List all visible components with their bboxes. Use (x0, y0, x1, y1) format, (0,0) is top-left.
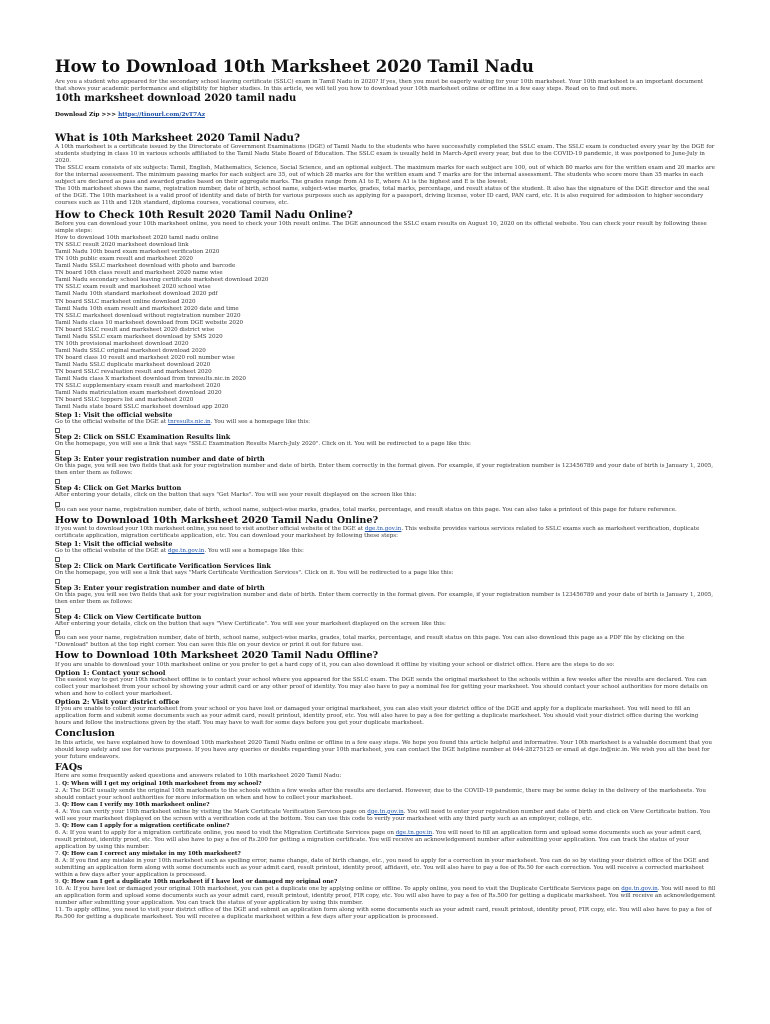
step-paragraph: You can see your name, registration number, date of birth, school name, subject-wise marks, grades, total marks, percentage, and result status on this page. You can also take a printout of this page for future reference. (55, 506, 677, 513)
list-item: TN 10th public exam result and marksheet 2020 (55, 256, 193, 263)
step-heading: Step 4: Click on Get Marks button (55, 484, 182, 493)
list-item: Tamil Nadu secondary school leaving certificate marksheet download 2020 (55, 277, 269, 284)
list-item: Tamil Nadu 10th board exam marksheet verification 2020 (55, 249, 220, 256)
list-item: TN 10th provisional marksheet download 2020 (55, 340, 189, 347)
list-item: Tamil Nadu class X marksheet download from tnresults.nic.in 2020 (55, 376, 246, 383)
step-paragraph: After entering your details, click on the button that says "View Certificate". You will see your marksheet displayed on the screen like this: (55, 621, 446, 628)
list-item: Tamil Nadu class 10 marksheet download from DGE website 2020 (55, 319, 244, 326)
faq-question: 1. Q: When will I get my original 10th marksheet from my school? (55, 780, 262, 787)
faq-question: 3. Q: How can I verify my 10th marksheet online? (55, 801, 210, 808)
step-heading: Step 1: Visit the official website (55, 411, 173, 420)
faq-answer: 11. To apply offline, you need to visit your district office of the DGE and submit an application form along with some documents such as your admit card, result printout, identity proof, FIR copy, etc. You will also have to pay a fee of Rs.500 for getting a duplicate marksheet. You will receive a duplicate marksheet within a few days after your application is processed. (55, 907, 712, 921)
step-paragraph: On the homepage, you will see a link that says "Mark Certificate Verification Services". Click on it. You will be redirected to a page like this: (55, 570, 454, 577)
faq-answer: 6. A: If you want to apply for a migration certificate online, you need to visit the Migration Certificate Services page on dge.tn.gov.in. You will need to fill an application form and upload some documents such as your admit card, result printout, identity proof, etc. You will also have to pay a fee of Rs.200 for getting a migration certificate. You will receive an acknowledgement number after submitting your application. You can track the status of your application by using this number. (55, 829, 702, 850)
faq-question: 7. Q: How can I correct any mistake in my 10th marksheet? (55, 850, 241, 857)
broken-image-icon (55, 502, 60, 507)
option-paragraph: The easiest way to get your 10th marksheet offline is to contact your school where you appeared for the SSLC exam. The DGE sends the original marksheet to the schools within a few weeks after the results are declared. You can collect your marksheet from your school by showing your admit card or any other proof of identity. You may also have to pay a nominal fee for getting your marksheet. You should contact your school authorities for more details on when and how to collect your marksheet. (55, 677, 708, 698)
offline-paragraph-1: If you are unable to download your 10th marksheet online or you prefer to get a hard copy of it, you can also download it offline by visiting your school or district office. Here are the steps to do so: (55, 661, 615, 668)
dge-website-link[interactable]: dge.tn.gov.in (367, 808, 404, 815)
dge-website-link[interactable]: dge.tn.gov.in (621, 886, 658, 893)
faqs-intro: Here are some frequently asked questions and answers related to 10th marksheet 2020 Tamil Nadu: (55, 773, 342, 780)
step-paragraph: Go to the official website of the DGE at tnresults.nic.in. You will see a homepage like this: (55, 419, 311, 426)
faq-answer: 4. A: You can verify your 10th marksheet online by visiting the Mark Certificate Verification Services page on dge.tn.gov.in. You will need to enter your registration number and date of birth and click on View Certificate button. You will see your marksheet displayed on the screen with a verification code at the bottom. You can use this code to verify your marksheet with any third party such as an employer, college, etc. (55, 808, 711, 822)
faq-answer: 10. A: If you have lost or damaged your original 10th marksheet, you can get a duplicate one by applying online or offline. To apply online, you need to visit the Duplicate Certificate Services page on dge.tn.gov.in. You will need to fill an application form and upload some documents such as your admit card, result printout, identity proof, FIR copy, etc. You will also have to pay a fee of Rs.500 for getting a duplicate marksheet. You will receive an acknowledgement number after submitting your application. You can track the status of your application by using this number. (55, 886, 716, 907)
dge-website-link[interactable]: dge.tn.gov.in (395, 829, 433, 836)
step-heading: Step 3: Enter your registration number and date of birth (55, 455, 265, 464)
step-heading: Step 3: Enter your registration number and date of birth (55, 584, 265, 593)
section-heading-online: How to Download 10th Marksheet 2020 Tamil Nadu Online? (55, 514, 379, 526)
what-paragraph-1: A 10th marksheet is a certificate issued by the Directorate of Government Examinations (DGE) of Tamil Nadu to the students who have successfully completed the SSLC exam. The SSLC exam is conducted every year by the DGE for students studying in class 10 in various schools affiliated to the Tamil Nadu State Board of Education. The SSLC exam is usually held in March-April every year, but due to the COVID-19 pandemic, it was postponed to June-July in 2020. (55, 144, 715, 165)
dge-website-link[interactable]: dge.tn.gov.in (364, 526, 402, 533)
step-heading: Step 2: Click on SSLC Examination Results link (55, 433, 231, 442)
step-paragraph: You can see your name, registration number, date of birth, school name, subject-wise marks, grades, total marks, percentage, and result status on this page. You can also download this page as a PDF file by clicking on the "Download" button at the top right corner. You can save this file on your device or print it out for future use. (55, 635, 685, 649)
check-paragraph-1: Before you can download your 10th marksheet online, you need to check your 10th result online. The DGE announced the SSLC exam results on August 10, 2020 on its official website. You can check your result by following these simple steps: (55, 221, 707, 235)
list-item: Tamil Nadu matriculation exam marksheet download 2020 (55, 390, 222, 397)
list-item: TN board SSLC toppers list and marksheet 2020 (55, 397, 194, 404)
list-item: TN board SSLC result and marksheet 2020 district wise (55, 326, 215, 333)
step-paragraph: After entering your details, click on the button that says "Get Marks". You will see your result displayed on the screen like this: (55, 492, 417, 499)
step-paragraph: On the homepage, you will see a link that says "SSLC Examination Results March-July 2020". Click on it. You will be redirected to a page like this: (55, 441, 471, 448)
list-item: TN board SSLC marksheet online download 2020 (55, 298, 196, 305)
list-item: Tamil Nadu 10th standard marksheet download 2020 pdf (55, 291, 218, 298)
list-item: TN SSLC supplementary exam result and marksheet 2020 (55, 383, 221, 390)
option-heading: Option 2: Visit your district office (55, 698, 180, 707)
option-paragraph: If you are unable to collect your marksheet from your school or you have lost or damaged your original marksheet, you can also visit your district office of the DGE and apply for a duplicate marksheet. You will need to fill an application form and submit some documents such as your admit card, result printout, identity proof, etc. You will also have to pay a fee for getting a duplicate marksheet. You should visit your district office during the working hours and follow the instructions given by the staff. You may have to wait for some days before you get your duplicate marksheet. (55, 706, 699, 727)
list-item: Tamil Nadu SSLC marksheet download with photo and barcode (55, 263, 236, 270)
download-label: Download Zip >>> (55, 111, 119, 118)
download-line (55, 111, 716, 120)
list-item: Tamil Nadu state board SSLC marksheet download app 2020 (55, 404, 229, 411)
what-paragraph-2: The SSLC exam consists of six subjects: Tamil, English, Mathematics, Science, Social Science, and an optional subject. The maximum marks for each subject are 100, out of which 80 marks are for the written exam and 20 marks are for the internal assessment. The minimum passing marks for each subject are 35, out of which 28 marks are for the written exam and 7 marks are for the internal assessment. The students who score more than 35 marks in each subject are declared as pass and awarded grades based on their aggregate marks. The grades range from A1 to E, where A1 is the highest and E is the lowest. (55, 165, 715, 186)
step-heading: Step 1: Visit the official website (55, 540, 173, 549)
section-heading-conclusion: Conclusion (55, 728, 115, 740)
faq-question: 9. Q: How can I get a duplicate 10th marksheet if I have lost or damaged my original one? (55, 879, 338, 886)
step-heading: Step 2: Click on Mark Certificate Verification Services link (55, 562, 272, 571)
section-heading-check: How to Check 10th Result 2020 Tamil Nadu Online? (55, 208, 353, 221)
list-item: Tamil Nadu SSLC duplicate marksheet download 2020 (55, 361, 211, 368)
faq-answer: 8. A: If you find any mistake in your 10th marksheet such as spelling error, name change, date of birth change, etc., you need to apply for a correction in your marksheet. You can do so by visiting your district office of the DGE and submitting an application form along with some documents such as your admit card, result printout, identity proof, affidavit, etc. You will also have to pay a fee of Rs.50 for each correction. You will receive a corrected marksheet within a few days after your application is processed. (55, 858, 709, 879)
list-item: TN board class 10 result and marksheet 2020 roll number wise (55, 354, 235, 361)
list-item: TN SSLC marksheet download without registration number 2020 (55, 312, 241, 319)
conclusion-paragraph: In this article, we have explained how to download 10th marksheet 2020 Tamil Nadu online or offline in a few easy steps. We hope you found this article helpful and informative. Your 10th marksheet is a valuable document that you should keep safely and use for various purposes. If you have any queries or doubts regarding your 10th marksheet, you can contact the DGE helpline number at 044-28275125 or email at dge.tn@nic.in. We wish you all the best for your future endeavors. (55, 739, 712, 760)
section-heading-what: What is 10th Marksheet 2020 Tamil Nadu? (55, 131, 300, 144)
step-paragraph: On this page, you will see two fields that ask for your registration number and date of birth. Enter them correctly in the format given. For example, if your registration number is 123456789 and your date of birth is January 1, 2005, then enter them as follows: (55, 592, 714, 606)
download-link[interactable]: https://tinourl.com/2vT7Az (118, 111, 205, 118)
online-paragraph-1: If you want to download your 10th marksheet online, you need to visit another official website of the DGE at dge.tn.gov.in. This website provides various services related to SSLC exams such as marksheet verification, duplicate certificate application, migration certificate application, etc. You can download your marksheet by following these steps: (55, 526, 700, 540)
list-item: TN board SSLC revaluation result and marksheet 2020 (55, 369, 212, 375)
list-item: Tamil Nadu 10th exam result and marksheet 2020 date and time (55, 305, 239, 312)
list-item: TN board 10th class result and marksheet 2020 name wise (55, 270, 223, 277)
list-item: Tamil Nadu SSLC original marksheet download 2020 (55, 347, 206, 354)
list-item: How to download 10th marksheet 2020 tamil nadu online (55, 235, 219, 242)
dge-email: dge.tn@nic.in (588, 746, 628, 753)
list-item: TN SSLC exam result and marksheet 2020 school wise (55, 284, 211, 291)
list-item: TN SSLC result 2020 marksheet download link (55, 242, 189, 249)
section-heading-offline: How to Download 10th Marksheet 2020 Tamil Nadu Offline? (55, 650, 379, 662)
step-heading: Step 4: Click on View Certificate button (55, 613, 202, 622)
dge-website-link[interactable]: dge.tn.gov.in (167, 548, 205, 555)
step-paragraph: On this page, you will see two fields that ask for your registration number and date of birth. Enter them correctly in the format given. For example, if your registration number is 123456789 and your date of birth is January 1, 2005, then enter them as follows: (55, 463, 714, 477)
keyword-list (55, 235, 716, 411)
faq-question: 5. Q: How can I apply for a migration certificate online? (55, 822, 230, 829)
list-item: Tamil Nadu SSLC exam marksheet download by SMS 2020 (55, 333, 223, 340)
faq-answer: 2. A: The DGE usually sends the original 10th marksheets to the schools within a few weeks after the results are declared. However, due to the COVID-19 pandemic, there may be some delay in the delivery of the marksheets. You should contact your school authorities for more information on when and how to collect your marksheet. (55, 787, 706, 801)
intro-paragraph: Are you a student who appeared for the secondary school leaving certificate (SSLC) exam in Tamil Nadu in 2020? If yes, then you must be eagerly waiting for your 10th marksheet. Your 10th marksheet is an important document that shows your academic performance and eligibility for higher studies. In this article, we will tell you how to download your 10th marksheet online or offline in a few easy steps. Read on to find out more. (55, 79, 704, 93)
official-website-link[interactable]: tnresults.nic.in (167, 419, 211, 426)
subtitle: 10th marksheet download 2020 tamil nadu (55, 93, 297, 105)
what-paragraph-3: The 10th marksheet shows the name, registration number, date of birth, school name, subject-wise marks, grades, total marks, percentage, and result status of the student. It also has the signature of the DGE director and the seal of the DGE. The 10th marksheet is a valid proof of identity and date of birth for various purposes such as applying for a passport, driving license, voter ID card, PAN card, etc. It is also required for admission to higher secondary courses such as 11th and 12th standard, diploma courses, vocational courses, etc. (55, 186, 710, 207)
step-paragraph: Go to the official website of the DGE at dge.tn.gov.in. You will see a homepage like this: (55, 548, 304, 555)
option-heading: Option 1: Contact your school (55, 669, 166, 678)
section-heading-faqs: FAQs (55, 761, 83, 773)
page-title: How to Download 10th Marksheet 2020 Tamil Nadu (55, 57, 534, 76)
